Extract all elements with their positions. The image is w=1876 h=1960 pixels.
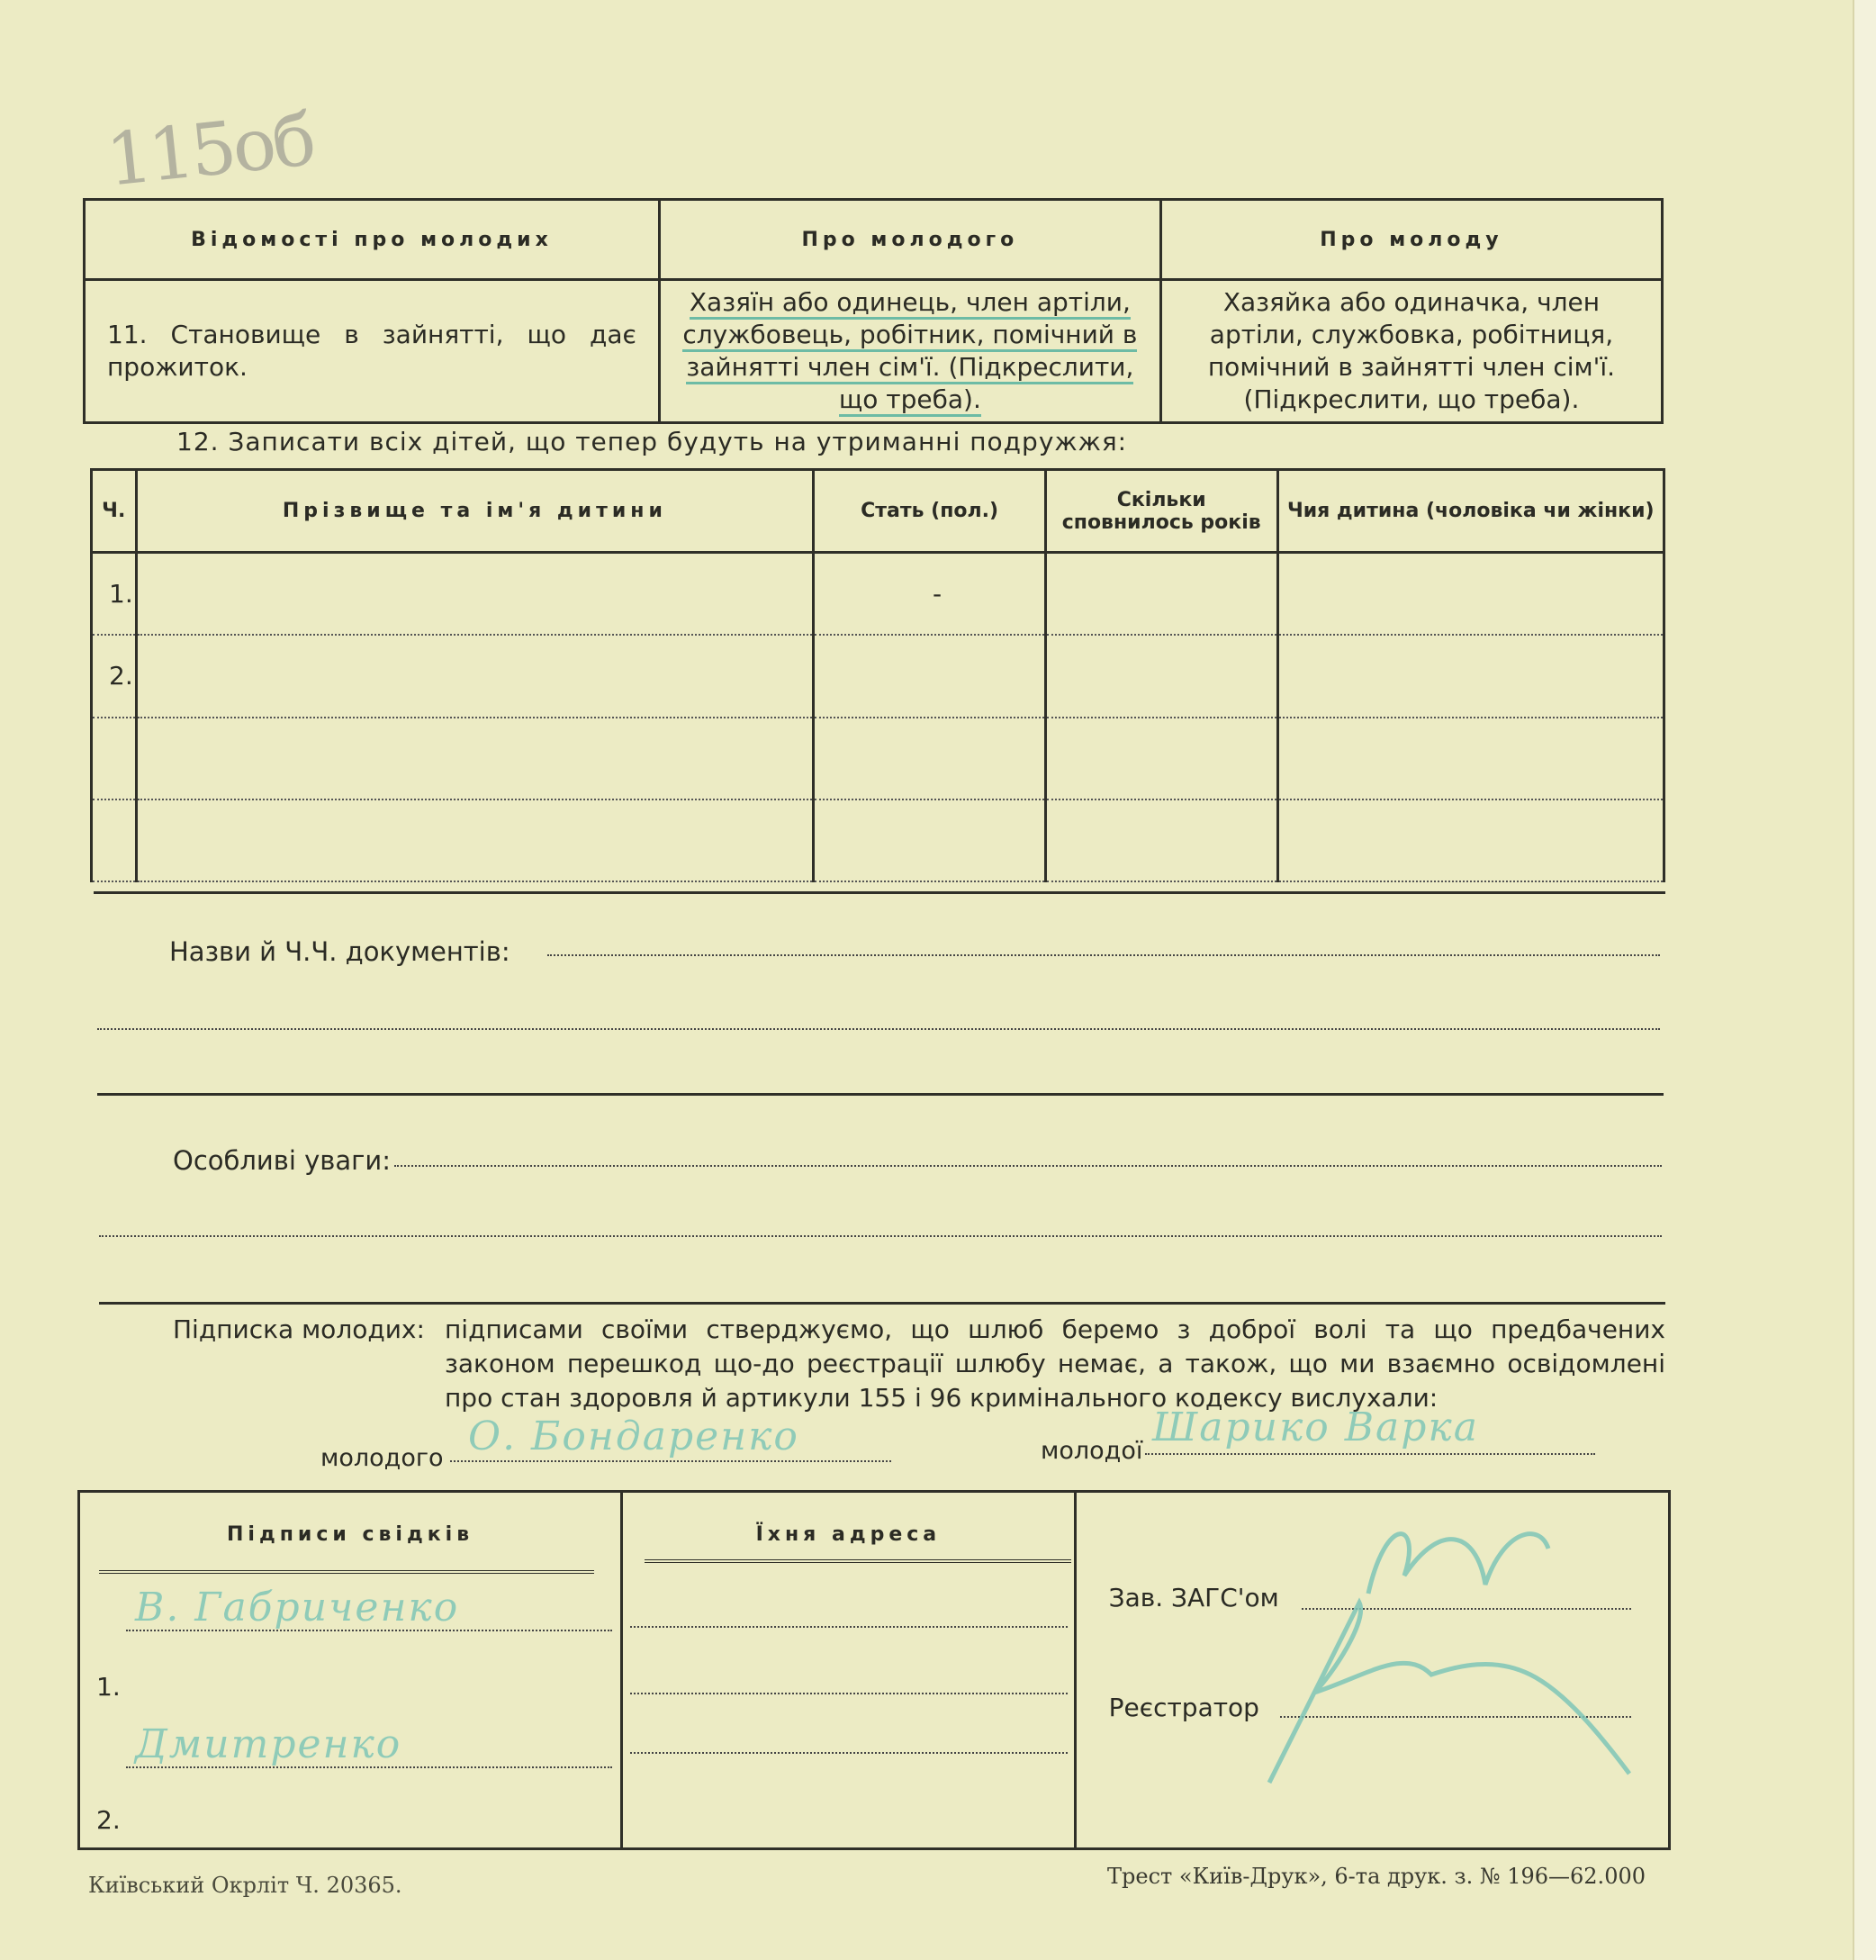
groom-signature: О. Бондаренко <box>468 1414 799 1459</box>
row11-bride: Хазяйка або одиначка, член артіли, службовка, робітниця, помічний в зайнятті член сім'ї. (Підкреслити, що треба). <box>1160 280 1662 423</box>
zags-head-label: Зав. ЗАГС'ом <box>1108 1583 1279 1612</box>
witness-2-number: 2. <box>96 1805 121 1835</box>
footer-censor-note: Київський Окрліт Ч. 20365. <box>88 1873 402 1898</box>
witness-1-signature: В. Габриченко <box>135 1585 460 1630</box>
footer-printer-note: Трест «Київ-Друк», 6-та друк. з. № 196—62.000 <box>1107 1864 1646 1889</box>
registrar-signature <box>1269 1603 1629 1783</box>
header-witness-signatures: Підписи свідків <box>79 1492 622 1576</box>
col-number: Ч. <box>92 470 137 553</box>
groom-signature-label: молодого <box>320 1444 444 1472</box>
child-row-1-sex[interactable]: - <box>814 553 1046 636</box>
documents-label: Назви й Ч.Ч. документів: <box>169 936 510 967</box>
oath-label: Підписка молодих: <box>173 1314 425 1344</box>
col-age: Скільки сповнилось років <box>1045 470 1277 553</box>
header-bride: Про молоду <box>1160 200 1662 280</box>
header-spouses: Відомості про молодих <box>85 200 660 280</box>
archive-number-mark: 115об <box>102 97 317 203</box>
col-sex: Стать (пол.) <box>814 470 1046 553</box>
remarks-label: Особливі уваги: <box>173 1145 392 1176</box>
section12-title: 12. Записати всіх дітей, що тепер будуть на утриманні подружжя: <box>176 427 1128 456</box>
bride-signature-label: молодої <box>1041 1437 1143 1465</box>
bride-signature: Шарико Варка <box>1152 1405 1479 1450</box>
zags-head-signature <box>1368 1534 1548 1594</box>
header-groom: Про молодого <box>659 200 1160 280</box>
registrar-label: Реєстратор <box>1108 1693 1259 1722</box>
col-whose-child: Чия дитина (чоловіка чи жінки) <box>1277 470 1664 553</box>
witness-1-number: 1. <box>96 1672 121 1702</box>
header-witness-address: Їхня адреса <box>622 1492 1075 1576</box>
oath-text: підписами своїми стверджуємо, що шлюб беремо з доброї волі та що предбачених законом перешкод що-до реєстрації шлюбу немає, а також, що ми взаємно освідомлені про стан здоровля й артикули 155 і 96 кримінального кодексу вислухали: <box>445 1314 1665 1413</box>
witness-2-signature: Дмитренко <box>135 1721 402 1767</box>
row11-label: 11. Становище в зайнятті, що дає прожиток. <box>85 280 660 423</box>
row11-groom-text: Хазяїн або одинець, член артіли, службовець, робітник, помічний в зайнятті член сім'ї. (Підкреслити, що треба). <box>682 287 1137 417</box>
page-edge <box>1853 0 1876 1960</box>
child-row-2-number: 2. <box>92 635 137 717</box>
col-child-name: Прізвище та ім'я дитини <box>136 470 814 553</box>
child-row-1-number: 1. <box>92 553 137 636</box>
